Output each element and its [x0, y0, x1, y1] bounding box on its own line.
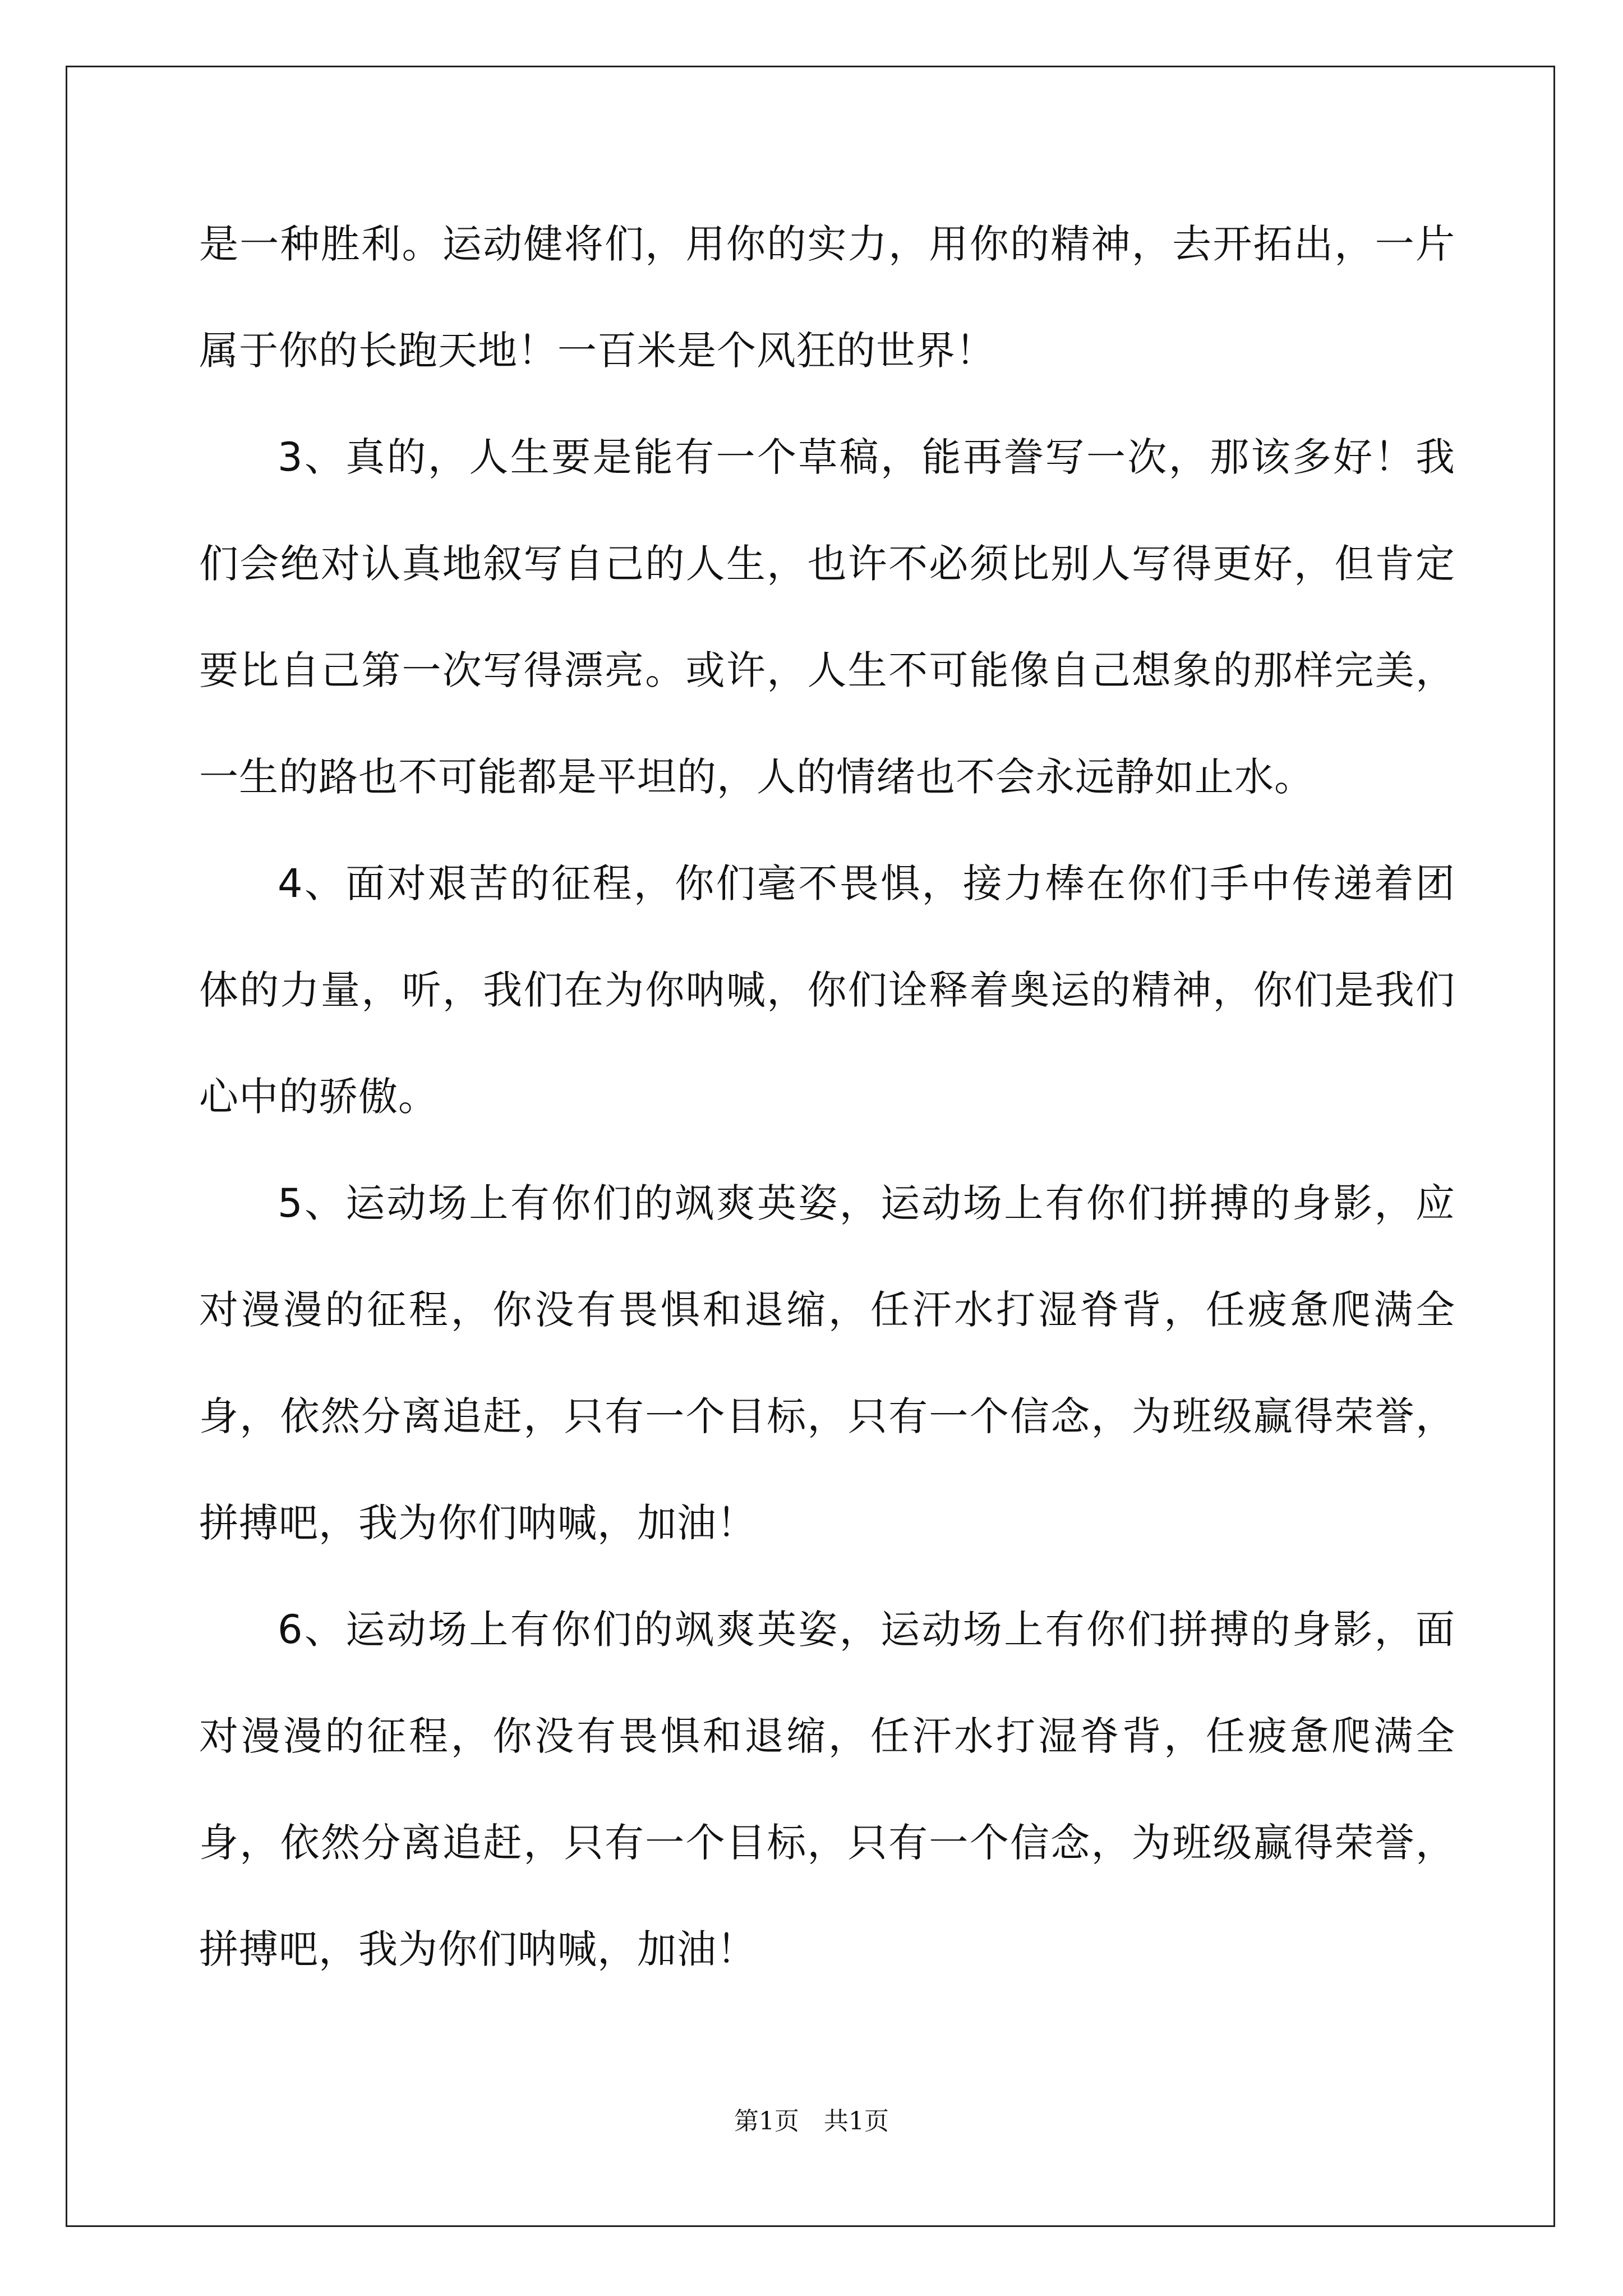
paragraph-2: 3、真的，人生要是能有一个草稿，能再誊写一次，那该多好！我们会绝对认真地叙写自己的人生，也许不必须比别人写得更好，但肯定要比自己第一次写得漂亮。或许，人生不可能像自己想象的那样完美，一生的路也不可能都是平坦的，人的情绪也不会永远静如止水。	[199, 434, 1455, 800]
paragraph-1: 是一种胜利。运动健将们，用你的实力，用你的精神，去开拓出，一片属于你的长跑天地！一百米是个风狂的世界！	[199, 221, 1455, 374]
page-number-footer: 第1页 共1页	[734, 2107, 889, 2136]
document-body	[199, 191, 1455, 2003]
paragraph-5: 6、运动场上有你们的飒爽英姿，运动场上有你们拼搏的身影，面对漫漫的征程，你没有畏惧和退缩，任汗水打湿脊背，任疲惫爬满全身，依然分离追赶，只有一个目标，只有一个信念，为班级赢得荣誉，拼搏吧，我为你们呐喊，加油！	[199, 1607, 1455, 1972]
paragraph-3: 4、面对艰苦的征程，你们毫不畏惧，接力棒在你们手中传递着团体的力量，听，我们在为你呐喊，你们诠释着奥运的精神，你们是我们心中的骄傲。	[199, 861, 1455, 1120]
paragraph-4: 5、运动场上有你们的飒爽英姿，运动场上有你们拼搏的身影，应对漫漫的征程，你没有畏惧和退缩，任汗水打湿脊背，任疲惫爬满全身，依然分离追赶，只有一个目标，只有一个信念，为班级赢得荣誉，拼搏吧，我为你们呐喊，加油！	[199, 1180, 1455, 1546]
